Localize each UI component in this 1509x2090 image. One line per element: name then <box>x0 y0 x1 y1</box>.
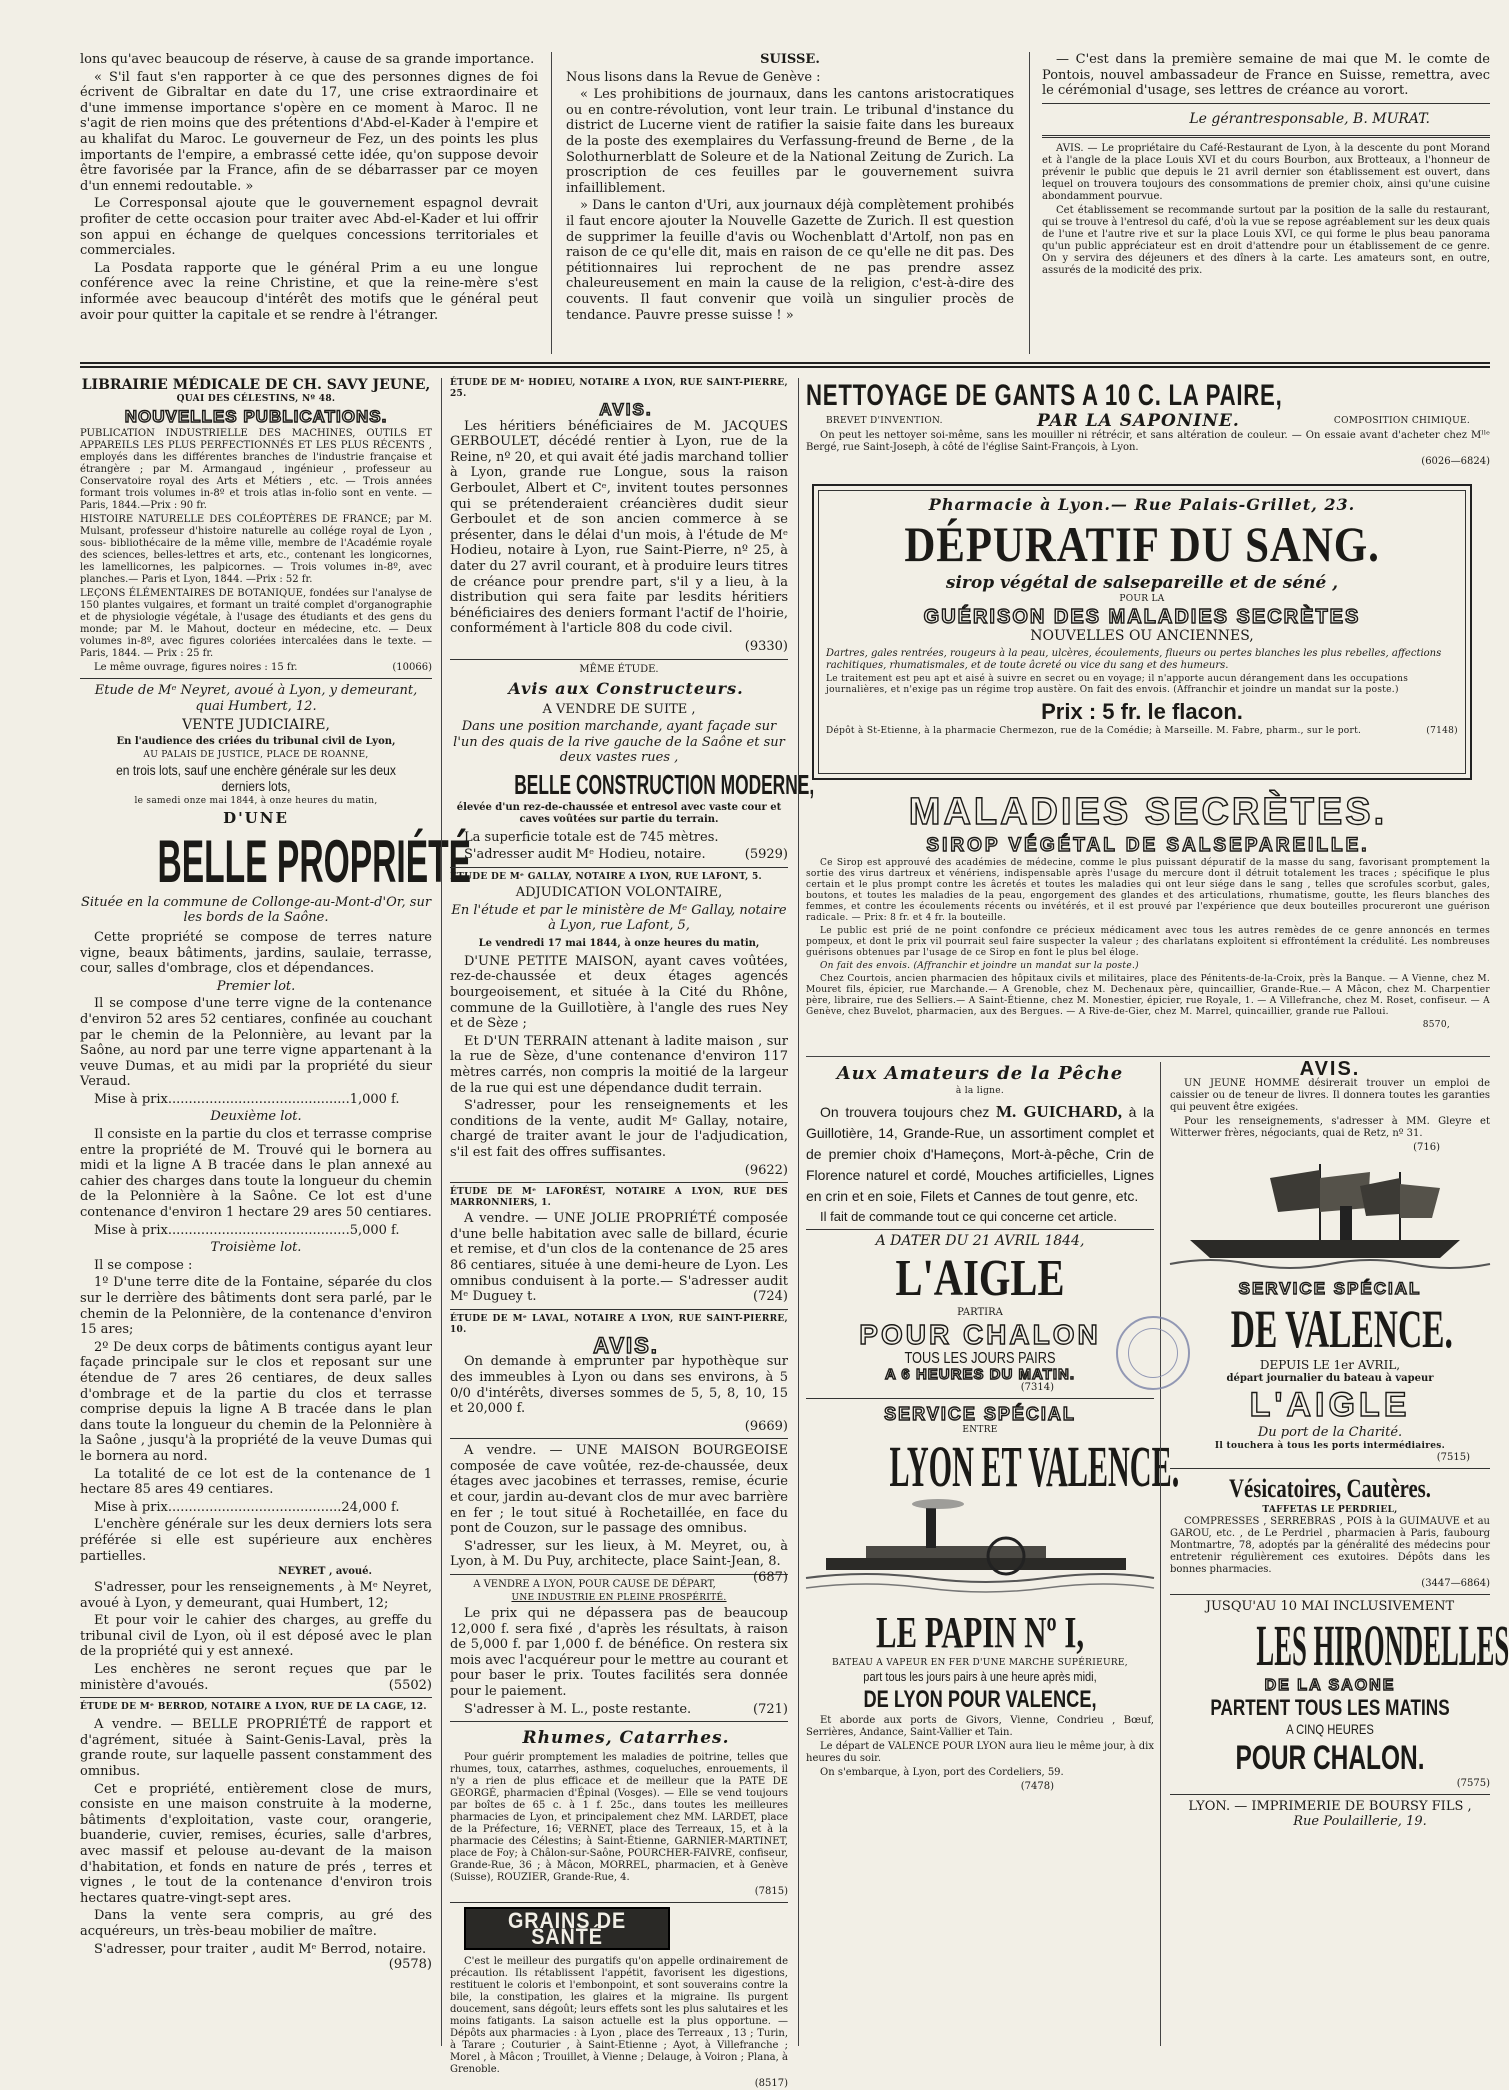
avis-col4: AVIS. <box>1299 1058 1361 1080</box>
suisse-title: SUISSE. <box>760 52 820 67</box>
librairie-address: QUAI DES CÉLESTINS, Nº 48. <box>176 393 336 404</box>
top-c1-p4: La Posdata rapporte que le général Prim a eu une longue conférence avec la reine Christine, et que la reine-mère s'est informée avec beaucoup d'intérêt des motifs que le général peut avoir pour quitter la capitale et se rendre à l'étranger. <box>80 260 538 323</box>
divider <box>1170 1794 1490 1795</box>
lot3-d: La totalité de ce lot est de la contenance de 1 hectare 85 ares 49 centiares. <box>80 1466 432 1498</box>
top-c2-p2: « Les prohibitions de journaux, dans les cantons aristocratiques ou en contre-révolution, vont leur train. Le tribunal d'instance du district de Lucerne vient de ratifier la saisie faite dans les bureaux de la poste des exemplaires du Verfassung-freund de Berne , de la Solothurnerblatt de Soleure et de la National Zeitung de Zurich. La proscription de ces feuilles par le gouvernement suivra infailliblement. <box>566 87 1014 196</box>
peche-title: Aux Amateurs de la Pêche <box>836 1063 1124 1084</box>
depuratif-box <box>812 484 1472 780</box>
gants-text: On peut les nettoyer soi-même, sans les mouiller ni rétrécir, et sans altération de couleur. — On essaie avant d'acheter chez Mˡˡᵉ Bergé, rue Saint-Joseph, à côté de l'église Saint-François, à Lyon. <box>806 429 1490 453</box>
rhumes-num: (7815) <box>754 1886 788 1898</box>
le-papin: LE PAPIN Nº I, <box>875 1608 1085 1658</box>
neyret-sign: NEYRET , avoué. <box>278 1566 372 1578</box>
lot2-text: Il consiste en la partie du clos et terrasse comprise entre la propriété de M. Trouvé qui le bornera au midi et la ligne A B tracée dans le plan annexé au cahier des charges dans toute la longueur du chemin de la Pelonnière à la Saône. Ce lot est d'une contenance d'environ 1 hectare 29 ares 50 centiares. <box>80 1127 432 1221</box>
divider <box>806 1229 1154 1230</box>
lot1: Premier lot. <box>216 978 296 994</box>
grains-num: (8517) <box>754 2078 788 2090</box>
a-dater: A DATER DU 21 AVRIL 1844, <box>875 1232 1085 1249</box>
aborde-3: On s'embarque, à Lyon, port des Cordeliers, 59. <box>820 1766 1064 1778</box>
divider <box>450 659 788 660</box>
gallay-num: (9622) <box>744 1162 788 1178</box>
gallay-header: ÉTUDE DE Mᵉ GALLAY, NOTAIRE A LYON, RUE LAFONT, 5. <box>450 872 762 883</box>
top-c1-p2: « S'il faut s'en rapporter à ce que des personnes dignes de foi écrivent de Gibraltar en date du 17, une crise extraordinaire et d'une immense importance s'opère en ce moment à Maroc. Il ne s'agit de rien moins que des prétentions d'Abd-el-Kader à l'empire et au khalifat du Maroc. Le gouverneur de Fez, un des points les plus importants de l'empire, a embrassé cette idée, qu'on suppose devoir être favorisée par la France, afin de se débarrasser par ce moyen d'un ennemi redoutable. » <box>80 69 538 194</box>
a-la-ligne: à la ligne. <box>955 1086 1005 1096</box>
maladies-secretes <box>806 790 1490 1052</box>
vente-judiciaire: VENTE JUDICIAIRE, <box>182 717 330 734</box>
divider <box>80 678 432 679</box>
lot1-text: Il se compose d'une terre vigne de la contenance d'environ 52 ares 52 centiares, confinée au couchant par le chemin de la Pelonnière, au levant par la Saône, au nord par une terre vigne appartenant à la veuve Dumas, et au midi par la propriété du sieur Veraud. <box>80 996 432 1090</box>
pour-la: POUR LA <box>1119 594 1165 604</box>
pour-chalon-col4: POUR CHALON. <box>1235 1738 1425 1777</box>
grains-title: GRAINS DE SANTÉ <box>507 1908 627 1949</box>
gants-title: NETTOYAGE DE GANTS A 10 C. LA PAIRE, <box>806 379 1283 412</box>
avis-cafe-p1: AVIS. — Le propriétaire du Café-Restaurant de Lyon, à la descente du pont Morand et à l'angle de la place Louis XVI et du cours Bourbon, aux Brotteaux, a l'honneur de prévenir le public que depuis le 21 avril dernier son établissement est ouvert, dans lequel on trouvera toujours des consommations de premier choix, ainsi qu'une cuisine abondamment pourvue. <box>1042 142 1490 202</box>
divider <box>450 1721 788 1722</box>
hodieu-num: (9330) <box>744 638 788 654</box>
papin-num: (7478) <box>1020 1780 1054 1792</box>
enchere: L'enchère générale sur les deux derniers lots sera préférée si elle est supérieure aux enchères partielles. <box>80 1517 432 1564</box>
hodieu-header: ÉTUDE DE Mᵉ HODIEU, NOTAIRE A LYON, RUE SAINT-PIERRE, 25. <box>450 378 788 399</box>
divider <box>1170 1594 1490 1595</box>
depart-title: A VENDRE A LYON, POUR CAUSE DE DÉPART, <box>473 1579 716 1591</box>
renseignements: Pour les renseignements, s'adresser à MM. Gleyre et Witterwer frères, négociants, quai de Retz, nº 31. <box>1170 1115 1490 1139</box>
nouvelles-anciennes: NOUVELLES OU ANCIENNES, <box>1030 628 1254 644</box>
adjudication: ADJUDICATION VOLONTAIRE, <box>515 885 723 901</box>
divider <box>80 1697 432 1698</box>
ship-illustration <box>1170 1158 1490 1278</box>
maladies-num: 8570, <box>1422 1020 1450 1030</box>
librairie-title: LIBRAIRIE MÉDICALE DE CH. SAVY JEUNE, <box>81 377 431 393</box>
depuis-avril: DEPUIS LE 1er AVRIL, <box>1259 1357 1401 1372</box>
partent: PARTENT TOUS LES MATINS <box>1210 1694 1450 1720</box>
berrod-4: S'adresser, pour traiter , audit Mᵉ Berrod, notaire. (9578) <box>94 1941 432 1973</box>
top-c1-p3: Le Corresponsal ajoute que le gouvernement espagnol devrait profiter de cette occasion pour traiter avec Abd-el-Kader et lui offrir son appui en échange de quelques concessions territoriales et commerciales. <box>80 196 538 259</box>
hodieu-text: Les héritiers bénéficiaires de M. JACQUES GERBOULET, décédé rentier à Lyon, rue de la Reine, nº 20, et qui avait été jadis marchand tollier à Lyon, grande rue Longue, sous la raison Gerboulet, Albert et Cᵉ, invitent toutes personnes qui se prétenderaient créancières dudit sieur Gerboulet et de son ancien commerce à se présenter, dans le délai d'un mois, à l'étude de Mᵉ Hodieu, notaire à Lyon, rue Saint-Pierre, nº 25, à dater du 27 avril courant, et à produire leurs titres de créance pour prendre part, s'il y a lieu, à la distribution qui sera faite par lesdits héritiers bénéficiaires des deniers formant l'actif de l'hoirie, conformément à l'article 808 du code civil. <box>450 418 788 637</box>
saponine: PAR LA SAPONINE. <box>1036 411 1240 431</box>
avis-num: (716) <box>1413 1141 1440 1153</box>
peche-text: On trouvera toujours chez M. GUICHARD, à la Guillotière, 14, Grande-Rue, un assortiment complet et de premier choix d'Hameçons, Mort-à-pêche, Crin de Florence naturel et cordé, Mouches artificielles, Lignes en crin et en soie, Filets et Cannes de tout genre, etc. <box>806 1102 1155 1204</box>
service-special: SERVICE SPÉCIAL <box>884 1404 1076 1425</box>
samedi: le samedi onze mai 1844, à onze heures du matin, <box>134 796 378 807</box>
rhumes-title: Rhumes, Catarrhes. <box>522 1728 730 1749</box>
bateau-fer: BATEAU A VAPEUR EN FER D'UNE MARCHE SUPÉRIEURE, <box>832 1658 1128 1669</box>
composition: COMPOSITION CHIMIQUE. <box>1333 416 1470 427</box>
maladies-2: Le public est prié de ne point confondre ce précieux médicament avec tous les autres remèdes de ce genre annoncés en termes pompeux, et dont le prix vil pourrait seul faire suspecter la valeur ; des charlatans exploitent si effrontément la crédulité. Les nombreuses guérisons obtenues par l'usage de ce Sirop en font le plus bel éloge. <box>806 926 1490 958</box>
en-letude: En l'étude et par le ministère de Mᵉ Gallay, notaire à Lyon, rue Lafont, 5, <box>451 902 787 934</box>
laigle-title: L'AIGLE <box>895 1250 1065 1308</box>
jusquau: JUSQU'AU 10 MAI INCLUSIVEMENT <box>1205 1598 1455 1614</box>
sirop-vegetal: sirop végétal de salsepareille et de séné , <box>945 573 1339 593</box>
divider <box>450 1438 788 1439</box>
maladies-1: Ce Sirop est approuvé des académies de médecine, comme le plus puissant dépuratif de la masse du sang, favorisant promptement la sortie des virus dartreux et vénériens, indispensable après l'usage du mercure dont il détruit totalement les traces ; spécifique le plus certain et le plus prompt contre les âcretés et toutes les maladies qui ont leur siége dans le sang , telles que scrofules scorbut, gales, boutons, et toutes les maladies de la peau, engorgement des glandes et des articulations, rhumatisme, goutte, les fleurs blanches des femmes, et contre les écoulements récents ou invétérés, et il est prouvé par l'expérience que deux bouteilles procureront une guérison radicale. — Prix: 8 fr. et 4 fr. la bouteille. <box>806 858 1490 923</box>
avis-title: AVIS. <box>599 400 653 419</box>
pour-chalon: POUR CHALON <box>859 1319 1101 1351</box>
jeune-homme: UN JEUNE HOMME désirerait trouver un emploi de caissier ou de teneur de livres. Il donnera toutes les garanties qui peuvent être exigées. <box>1170 1077 1490 1113</box>
gallay-1: D'UNE PETITE MAISON, ayant caves voûtées, rez-de-chaussée et deux étages agencés bourgeoisement, et située à la Cité du Rhône, commune de la Guillotière, à l'angle des rues Ney et de Sèze ; <box>450 953 788 1032</box>
meme-etude: MÊME ÉTUDE. <box>579 663 659 675</box>
etude-neyret: Etude de Mᵉ Neyret, avoué à Lyon, y demeurant, quai Humbert, 12. <box>94 683 418 714</box>
lot3-c: 2º De deux corps de bâtiments contigus ayant leur façade principale sur le clos et reposant sur une étendue de 7 ares 26 centiares, de deux salles d'ombrage et de la partie du clos et terrasse comprise depuis la ligne A B tracée dans le plan dans toute la longueur du chemin de la Pelonnière à la Saône , jusqu'à la propriété de la veuve Dumas qui le bornera au nord. <box>80 1339 432 1464</box>
body1: Cette propriété se compose de terres nature vigne, beaux bâtiments, jardins, saulaie, terrasse, cour, salles d'ombrage, clos et dépendances. <box>80 929 432 977</box>
trois-lots: en trois lots, sauf une enchère générale sur les deux derniers lots, <box>116 761 396 794</box>
belle-propriete: BELLE PROPRIÉTÉ <box>157 827 472 895</box>
column-4 <box>1170 1058 1509 2046</box>
lot3-b: 1º D'une terre dite de la Fontaine, séparée du clos sur le derrière des bâtiments dont sera parlé, par le chemin de la Pelonnière, de la contenance d'environ 15 ares; <box>80 1275 432 1338</box>
column-1 <box>80 377 472 2046</box>
vesicatoires: Vésicatoires, Cautères. <box>1229 1473 1431 1503</box>
pharmacie-line: Pharmacie à Lyon.— Rue Palais-Grillet, 23. <box>928 495 1356 514</box>
aborde-2: Le départ de VALENCE POUR LYON aura lieu le même jour, à dix heures du soir. <box>806 1740 1154 1764</box>
laforest-header: ÉTUDE DE Mᵉ LAFORÉST, NOTAIRE A LYON, RUE DES MARRONNIERS, 1. <box>450 1187 788 1209</box>
entre: ENTRE <box>962 1425 998 1436</box>
gants-num: (6026—6824) <box>1421 455 1490 467</box>
valence-num: (7515) <box>1436 1451 1470 1463</box>
addr1: S'adresser, pour les renseignements , à Mᵉ Neyret, avoué à Lyon, y demeurant, quai Humbert, 12; <box>80 1580 432 1611</box>
maladies-4: Chez Courtois, ancien pharmacien des hôpitaux civils et militaires, place des Pénitents-de-la-Croix, près la Banque. — A Vienne, chez M. Mouret fils, épicier, rue Marchande.— A Grenoble, chez M. Dechenaux père, quincaillier, Grande-Rue.— A Mâcon, chez M. Charpentier père, libraire, rue des Selliers.— A Saint-Étienne, chez M. Monestier, épicier, rue Royale, 1. — A Villefranche, chez M. Roset, confiseur. — A Genève, chez Buvelot, pharmacien, aux des Bergues. — A Rive-de-Gier, chez M. Marrel, quincaillier, grande rue Palloui. <box>806 974 1490 1017</box>
divider-col-3 <box>1160 1062 1161 2046</box>
de-la-saone: DE LA SAONE <box>1264 1677 1396 1695</box>
depart-2: Le prix qui ne dépassera pas de beaucoup 12,000 f. sera fixé , d'après les résultats, à raison de 5,000 f. par 1,000 f. de bénéfice. On restera six mois avec l'acquéreur pour le mettre au courant et pour baser le prix. Toutes facilités sera donnée pour le paiement. <box>450 1606 788 1699</box>
pub-machines: PUBLICATION INDUSTRIELLE DES MACHINES, OUTILS ET APPAREILS LES PLUS PERFECTIONNÉS ET LES PLUS RÉCENTS , employés dans les différentes branches de l'industrie française et étrangère ; par M. Armangaud , ingénieur , professeur au Conservatoire royal des Arts et Métiers , etc. — Trois années formant trois volumes in-8º et trois atlas in-folio sont en vente. — Paris, 1844.—Prix : 90 fr. <box>80 428 432 512</box>
aigle-num: (7314) <box>1020 1382 1054 1394</box>
divider <box>1170 1468 1490 1469</box>
grains-banner <box>464 1907 670 1950</box>
maladies-3: On fait des envois. (Affranchir et joindre un mandat sur la poste.) <box>820 961 1139 971</box>
pub-botanique: LEÇONS ÉLÉMENTAIRES DE BOTANIQUE, fondées sur l'analyse de 150 plantes vulgaires, et formant un traité complet d'organographie et de physiologie végétale, à l'usage des étudiants et des gens du monde; par M. le Mahout, docteur en médecine, etc. — Deux volumes in-8º, avec figures coloriées intercalées dans le texte. — Paris, 1844. — Prix : 25 fr. <box>80 588 432 660</box>
divider-col-2 <box>798 378 799 2046</box>
top-c2-p3: » Dans le canton d'Uri, aux journaux déjà complètement prohibés il faut encore ajouter la Nouvelle Gazette de Zurich. Il est question de supprimer la feuille d'avis ou Wochenblatt d'Artolf, non pas en raison de ce qu'elle dit, mais en raison de ce qu'elle ne dit pas. Des pétitionnaires lui reprochent de ne pas prendre assez chaleureusement en main la cause de la religion, c'est-à-dire des couvents. Il faut convenir que voilà un singulier procès de tendance. Pauvre presse suisse ! » <box>566 198 1014 323</box>
port-charite: Du port de la Charité. <box>1257 1425 1403 1441</box>
grains-text: C'est le meilleur des purgatifs qu'on appelle ordinairement de précaution. Ils rétablissent l'appétit, favorisent les digestions, restituent le coloris et l'embonpoint, et sont souverains contre la bile, la constipation, les glaires et la migraine. Ils purgent doucement, sans dégoût; leurs effets sont les plus salutaires et les moins fatigants. La saison actuelle est la plus opportune. — Dépôts aux pharmacies : à Lyon , place des Terreaux , 13 ; Turin, à Tarare ; Couturier , à Saint-Etienne ; Ayot, à Villefranche ; Morel , à Mâcon ; Trouillet, à Vienne ; Delauge, à Voiron ; Plana, à Grenoble. <box>450 1956 788 2076</box>
guerison: GUÉRISON DES MALADIES SECRÈTES <box>923 606 1361 628</box>
top-column-3 <box>1042 52 1490 352</box>
a-vendre: A VENDRE DE SUITE , <box>542 701 696 717</box>
column-3 <box>806 1062 1180 2046</box>
gants-ad <box>806 378 1490 474</box>
lyon-et-valence: LYON ET VALENCE. <box>889 1434 1180 1500</box>
position: Dans une position marchande, ayant façade sur l'un des quais de la rive gauche de la Saône et sur deux vastes rues , <box>453 719 785 766</box>
gallay-2: Et D'UN TERRAIN attenant à ladite maison , sur la rue de Sèze, d'une contenance d'environ 117 mètres carrés, non compris la moitié de la largeur de la rue qui est une dépendance dudit terrain. <box>450 1033 788 1096</box>
top-c3-p1: — C'est dans la première semaine de mai que M. le comte de Pontois, nouvel ambassadeur de France en Suisse, remettra, avec le cérémonial d'usage, ses lettres de créance au vorort. <box>1042 52 1490 99</box>
hir-num: (7575) <box>1456 1777 1490 1789</box>
traitement: Le traitement est peu apt et aisé à suivre en secret ou en voyage; il n'apporte aucun dérangement dans les occupations journalières, et n'exige pas un régime trop austère. On fait des envois. (Affranchir et joindre un mandat sur la poste.) <box>826 673 1409 695</box>
divider <box>450 1182 788 1183</box>
laval-header: ÉTUDE DE Mᵉ LAVAL, NOTAIRE A LYON, RUE SAINT-PIERRE, 10. <box>450 1313 788 1335</box>
part-tous: part tous les jours pairs à une heure après midi, <box>863 1669 1097 1685</box>
avis-constructeurs: Avis aux Constructeurs. <box>508 678 744 698</box>
depot-line: Dépôt à St-Etienne, à la pharmacie Chermezon, rue de la Comédie; à Marseille. M. Fabre, pharm., sur le port. (7148) <box>826 725 1458 736</box>
depart-journalier: départ journalier du bateau à vapeur <box>1226 1373 1434 1385</box>
lot1-price: Mise à prix............................................1,000 f. <box>94 1091 400 1107</box>
gerant-line: Le gérantresponsable, B. MURAT. <box>1189 110 1430 127</box>
divider <box>1042 135 1490 138</box>
imprimerie: LYON. — IMPRIMERIE DE BOURSY FILS , <box>1188 1798 1472 1814</box>
vesic-num: (3447—6864) <box>1421 1577 1490 1589</box>
sirop-salsepareille: SIROP VÉGÉTAL DE SALSEPAREILLE. <box>926 835 1370 856</box>
palais: AU PALAIS DE JUSTICE, PLACE DE ROANNE, <box>143 749 369 760</box>
industrie: UNE INDUSTRIE EN PLEINE PROSPÉRITÉ. <box>511 1593 727 1604</box>
depuratif-title: DÉPURATIF DU SANG. <box>904 516 1380 572</box>
elevee: élevée d'un rez-de-chaussée et entresol avec vaste cour et caves voûtées sur partie du terrain. <box>456 801 782 825</box>
dune: D'UNE <box>223 809 289 828</box>
lot3-a: Il se compose : <box>94 1257 193 1273</box>
aborde-1: Et aborde aux ports de Givors, Vienne, Condrieu , Bœuf, Serrières, Andance, Saint-Vallier et Tain. <box>806 1714 1154 1738</box>
divider <box>450 1902 788 1903</box>
touchera: Il touchera à tous les ports intermédiaires. <box>1214 1440 1446 1451</box>
audience: En l'audience des criées du tribunal civil de Lyon, <box>116 735 396 747</box>
laval-text: On demande à emprunter par hypothèque sur des immeubles à Lyon ou dans ses environs, à 5 0/0 d'intérêts, diverses sommes de 5, 5, 8, 10, 15 et 20,000 f. <box>450 1354 788 1417</box>
laigle-col4: L'AIGLE <box>1249 1386 1411 1425</box>
divider <box>450 867 788 868</box>
top-column-2 <box>566 52 1014 352</box>
top-column-1 <box>80 52 538 352</box>
belle-construction: BELLE CONSTRUCTION MODERNE, <box>514 768 815 800</box>
divider-col-1 <box>441 378 442 2046</box>
berrod-2: Cet e propriété, entièrement close de murs, consiste en une maison construite à la moderne, bâtiments d'exploitation, vaste cour, orangerie, buanderie, cuvier, remises, écuries, salle d'arbres, avec massif et pelouse au-devant de la maison d'habitation, et fonds en nature de prés , terres et vignes , le tout de la contenance d'environ trois hectares quatre-vingt-sept ares. <box>80 1781 432 1906</box>
divider <box>806 1056 1490 1057</box>
pub-coleopteres: HISTOIRE NATURELLE DES COLÉOPTÈRES DE FRANCE; par M. Mulsant, professeur d'histoire naturelle au collége royal de Lyon , sous- bibliothécaire de la même ville, membre de l'Académie royale des sciences, belles-lettres et arts, etc., contenant les longicornes, les lamellicornes, les palpicornes. — Trois volumes in-8º, avec planches.— Paris et Lyon, 1844. —Prix : 52 fr. <box>80 514 432 586</box>
brevet: BREVET D'INVENTION. <box>826 416 943 427</box>
hirondelles: LES HIRONDELLES <box>1256 1613 1509 1679</box>
top-divider-1 <box>551 52 552 354</box>
prix-flacon: Prix : 5 fr. le flacon. <box>1041 698 1243 724</box>
situee: Située en la commune de Collonge-au-Mont-d'Or, sur les bords de la Saône. <box>80 894 432 926</box>
partira: PARTIRA <box>957 1307 1003 1319</box>
maison-2: S'adresser, sur les lieux, à M. Meyret, ou, à Lyon, à M. Du Puy, architecte, place Saint-Jean, 8. (687) <box>450 1538 788 1586</box>
top-c2-p1: Nous lisons dans la Revue de Genève : <box>566 69 821 85</box>
top-divider-2 <box>1029 52 1030 354</box>
divider <box>1042 103 1490 104</box>
steamboat-illustration <box>806 1498 1154 1608</box>
vendredi: Le vendredi 17 mai 1844, à onze heures du matin, <box>478 937 760 949</box>
depuratif-content <box>826 494 1458 774</box>
laval-num: (9669) <box>744 1418 788 1434</box>
addr2: Et pour voir le cahier des charges, au greffe du tribunal civil de Lyon, où il est déposé avec le plan de la propriété qui y est annexé. <box>80 1613 432 1660</box>
maison-text: A vendre. — UNE MAISON BOURGEOISE composée de cave voûtée, rez-de-chaussée, deux étages avec jacobines et terrasses, remise, écurie et cour, jardin au-devant clos de mur avec barrière en fer ; le tout situé à Rochetaillée, en face du pont de Couzon, sur le passage des omnibus. <box>450 1443 788 1537</box>
library-stamp-icon <box>1116 1316 1190 1390</box>
berrod-1: A vendre. — BELLE PROPRIÉTÉ de rapport et d'agrément, située à Saint-Genis-Laval, près la grande route, sur laquelle passent constamment des omnibus. <box>80 1717 432 1780</box>
maladies-title: MALADIES SECRÈTES. <box>908 791 1388 833</box>
addr3: Les enchères ne seront reçues que par le ministère d'avoués. (5502) <box>80 1662 432 1693</box>
pub-botanique-2: Le même ouvrage, figures noires : 15 fr. (10066) <box>94 662 432 674</box>
sadresser-hodieu: S'adresser audit Mᵉ Hodieu, notaire. (5929) <box>464 847 788 863</box>
divider <box>450 1574 788 1575</box>
avis-laval: AVIS. <box>593 1332 659 1358</box>
service-special-valence: SERVICE SPÉCIAL <box>1238 1278 1422 1298</box>
divider <box>450 1309 788 1310</box>
berrod-header: ÉTUDE DE Mᵉ BERROD, NOTAIRE A LYON, RUE DE LA CAGE, 12. <box>80 1702 427 1713</box>
lot2-price: Mise à prix............................................5,000 f. <box>94 1222 400 1238</box>
peche-text-2: Il fait de commande tout ce qui concerne cet article. <box>820 1209 1117 1224</box>
cinq-heures: A CINQ HEURES <box>1286 1720 1374 1737</box>
gants-row <box>806 411 1490 431</box>
rhumes-text: Pour guérir promptement les maladies de poitrine, telles que rhumes, toux, catarrhes, asthmes, coqueluches, enrouements, il n'y a rien de plus efficace et de meilleur que la PATE DE GEORGÉ, pharmacien d'Épinal (Vosges). — Elle se vend toujours par boîtes de 65 c. à 1 f. 25c., dans toutes les meilleures pharmacies de Lyon, et principalement chez MM. LARDET, place de la Préfecture, 16; VERNET, place des Terreaux, 15, et à la pharmacie des Célestins; à Saint-Étienne, GARNIER-MARTINET, place de Foy; à Châlon-sur-Saône, POURCHER-FAIVRE, confiseur, Grande-Rue, 36 ; à Mâcon, MORREL, pharmacien, et à Genève (Suisse), ROUZIER, Grande-Rue, 4. <box>450 1752 788 1884</box>
dartres: Dartres, gales rentrées, rougeurs à la peau, ulcères, écoulements, flueurs ou pertes blanches les plus rebelles, affections rachitiques, rhumatismales, et de toute âcreté ou vice du sang et des humeurs. <box>826 647 1442 671</box>
depart-3: S'adresser à M. L., poste restante. (721) <box>464 1701 788 1717</box>
lot3: Troisième lot. <box>210 1240 302 1256</box>
de-valence: DE VALENCE. <box>1230 1298 1453 1359</box>
laforest-text: A vendre. — UNE JOLIE PROPRIÉTÉ composée d'une belle habitation avec salle de billard, écurie et remise, et d'un clos de la contenance de 25 ares 86 centiares, située à une demi-heure de Lyon. Les omnibus conduisent à la porte.— S'adresser audit Mᵉ Duguey t. (724) <box>450 1211 788 1305</box>
compresses: COMPRESSES , SERREBRAS , POIS à la GUIMAUVE et au GAROU, etc. , de Le Perdriel , pharmacien à Paris, faubourg Montmartre, 78, adoptés par la généralité des médecins pour entretenir régulièrement ces exutoires. Dépôts dans les bonnes pharmacies. <box>1170 1515 1490 1575</box>
nouvelles-publications: NOUVELLES PUBLICATIONS. <box>124 406 388 426</box>
jours-pairs: TOUS LES JOURS PAIRS <box>904 1350 1056 1368</box>
superficie: La superficie totale est de 745 mètres. <box>464 829 719 845</box>
six-heures: A 6 HEURES DU MATIN. <box>884 1365 1075 1383</box>
section-rule <box>80 362 1490 368</box>
top-c1-p1: lons qu'avec beaucoup de réserve, à cause de sa grande importance. <box>80 52 535 67</box>
gallay-3: S'adresser, pour les renseignements et les conditions de la vente, audit Mᵉ Gallay, notaire, chargé de traiter avant le jour de l'adjudication, s'il est fait des offres suffisantes. <box>450 1098 788 1160</box>
divider <box>806 1398 1154 1399</box>
taffetas: TAFFETAS LE PERDRIEL, <box>1262 1504 1398 1515</box>
avis-cafe-p2: Cet établissement se recommande surtout par la position de la salle du restaurant, qui se trouve à l'entresol du café, d'où la vue se repose agréablement sur les deux quais de l'une et l'autre rive et sur la place Louis XVI, ce qui forme le plus beau panorama qu'un public appréciateur est en droit d'attendre pour un établissement de ce genre. On y servira des déjeuners et des dîners à la carte. Les amateurs sont, en outre, assurés de la modicité des prix. <box>1042 204 1490 276</box>
berrod-3: Dans la vente sera compris, au gré des acquéreurs, un très-beau mobilier de maître. <box>80 1908 432 1939</box>
lot2: Deuxième lot. <box>210 1109 302 1125</box>
column-2 <box>450 378 815 2090</box>
lot3-price: Mise à prix..........................................24,000 f. <box>94 1499 400 1515</box>
de-lyon-valence: DE LYON POUR VALENCE, <box>863 1685 1097 1713</box>
imprimerie-rue: Rue Poulaillerie, 19. <box>1293 1814 1427 1830</box>
